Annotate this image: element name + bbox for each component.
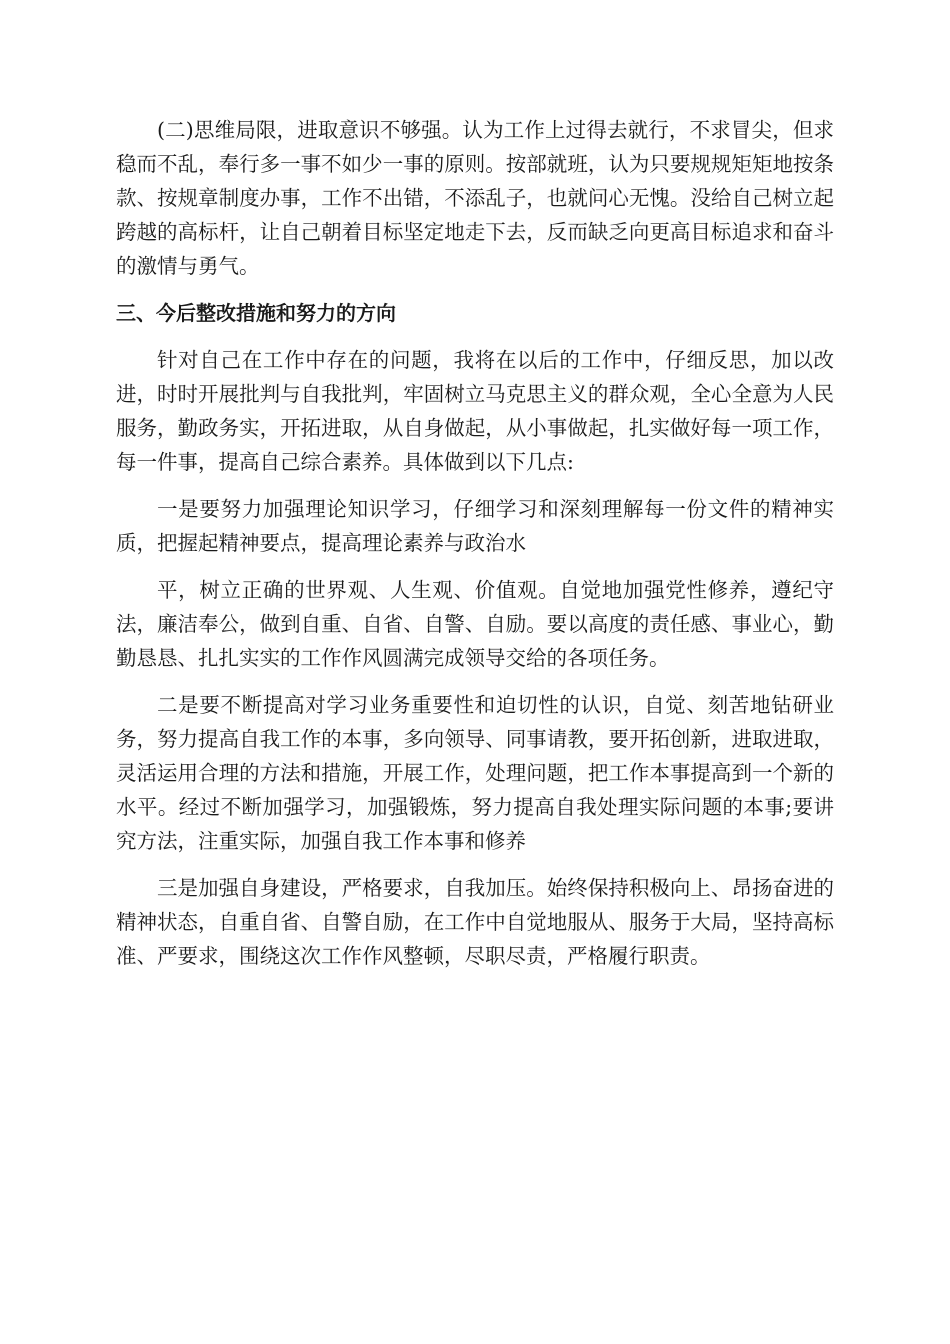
paragraph-point-two: 二是要不断提高对学习业务重要性和迫切性的认识，自觉、刻苦地钻研业务，努力提高自我工作的本事，多向领导、同事请教，要开拓创新，进取进取，灵活运用合理的方法和措施，开展工作，处理问题，把工作本事提高到一个新的水平。经过不断加强学习，加强锻炼，努力提高自我处理实际问题的本事;要讲究方法，注重实际，加强自我工作本事和修养 — [116, 693, 834, 853]
paragraph-point-three: 三是加强自身建设，严格要求，自我加压。始终保持积极向上、昂扬奋进的精神状态，自重自省、自警自励，在工作中自觉地服从、服务于大局，坚持高标准、严要求，围绕这次工作作风整顿，尽职尽责，严格履行职责。 — [116, 876, 834, 968]
paragraph-point-one: 一是要努力加强理论知识学习，仔细学习和深刻理解每一份文件的精神实质，把握起精神要点，提高理论素养与政治水 — [116, 497, 834, 555]
paragraph-rectification-intro: 针对自己在工作中存在的问题，我将在以后的工作中，仔细反思，加以改进，时时开展批判与自我批判，牢固树立马克思主义的群众观，全心全意为人民服务，勤政务实，开拓进取，从自身做起，从小事做起，扎实做好每一项工作，每一件事，提高自己综合素养。具体做到以下几点: — [116, 348, 834, 474]
document-page — [116, 113, 834, 986]
paragraph-point-one-continued: 平，树立正确的世界观、人生观、价值观。自觉地加强党性修养，遵纪守法，廉洁奉公，做到自重、自省、自警、自励。要以高度的责任感、事业心，勤勤恳恳、扎扎实实的工作作风圆满完成领导交给的各项任务。 — [116, 578, 834, 670]
section-heading-rectification: 三、今后整改措施和努力的方向 — [116, 301, 396, 325]
paragraph-thinking-limits: (二)思维局限，进取意识不够强。认为工作上过得去就行，不求冒尖，但求稳而不乱，奉行多一事不如少一事的原则。按部就班，认为只要规规矩矩地按条款、按规章制度办事，工作不出错，不添乱子，也就问心无愧。没给自己树立起跨越的高标杆，让自己朝着目标坚定地走下去，反而缺乏向更高目标追求和奋斗的激情与勇气。 — [116, 118, 834, 278]
